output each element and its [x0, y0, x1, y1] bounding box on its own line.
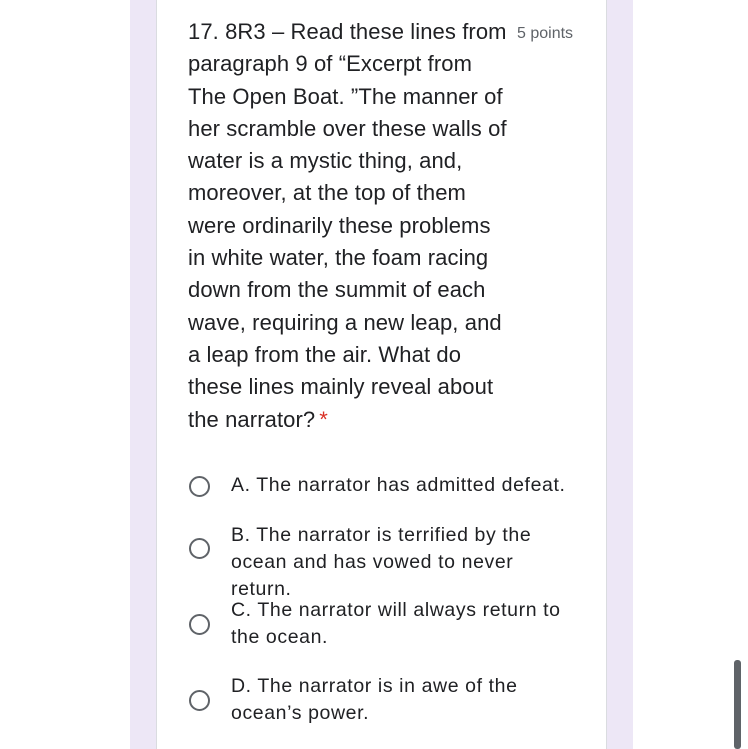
option-d-label[interactable]: D. The narrator is in awe of the ocean’s power. — [231, 675, 518, 724]
question-text: 17. 8R3 – Read these lines from paragraph 9 of “Excerpt from The Open Boat. ”The manner of her scramble over these walls of water is a mystic thing, and, moreover, at the top of them were ordinarily these problems in white water, the foam racing down from the summit of each wave, requiring a new leap, and a leap from the air. What do these lines mainly reveal about the narrator? — [188, 19, 507, 432]
scrollbar-thumb[interactable] — [734, 660, 741, 749]
radio-button-d[interactable] — [189, 690, 210, 711]
option-c-label[interactable]: C. The narrator will always return to the ocean. — [231, 599, 561, 648]
option-b-label[interactable]: B. The narrator is terrified by the ocean and has vowed to never return. — [231, 524, 532, 600]
radio-button-b[interactable] — [189, 538, 210, 559]
option-a-label[interactable]: A. The narrator has admitted defeat. — [231, 474, 566, 496]
radio-button-c[interactable] — [189, 614, 210, 635]
required-asterisk: * — [319, 406, 328, 432]
radio-button-a[interactable] — [189, 476, 210, 497]
points-label: 5 points — [517, 25, 574, 42]
question-title — [188, 16, 513, 436]
